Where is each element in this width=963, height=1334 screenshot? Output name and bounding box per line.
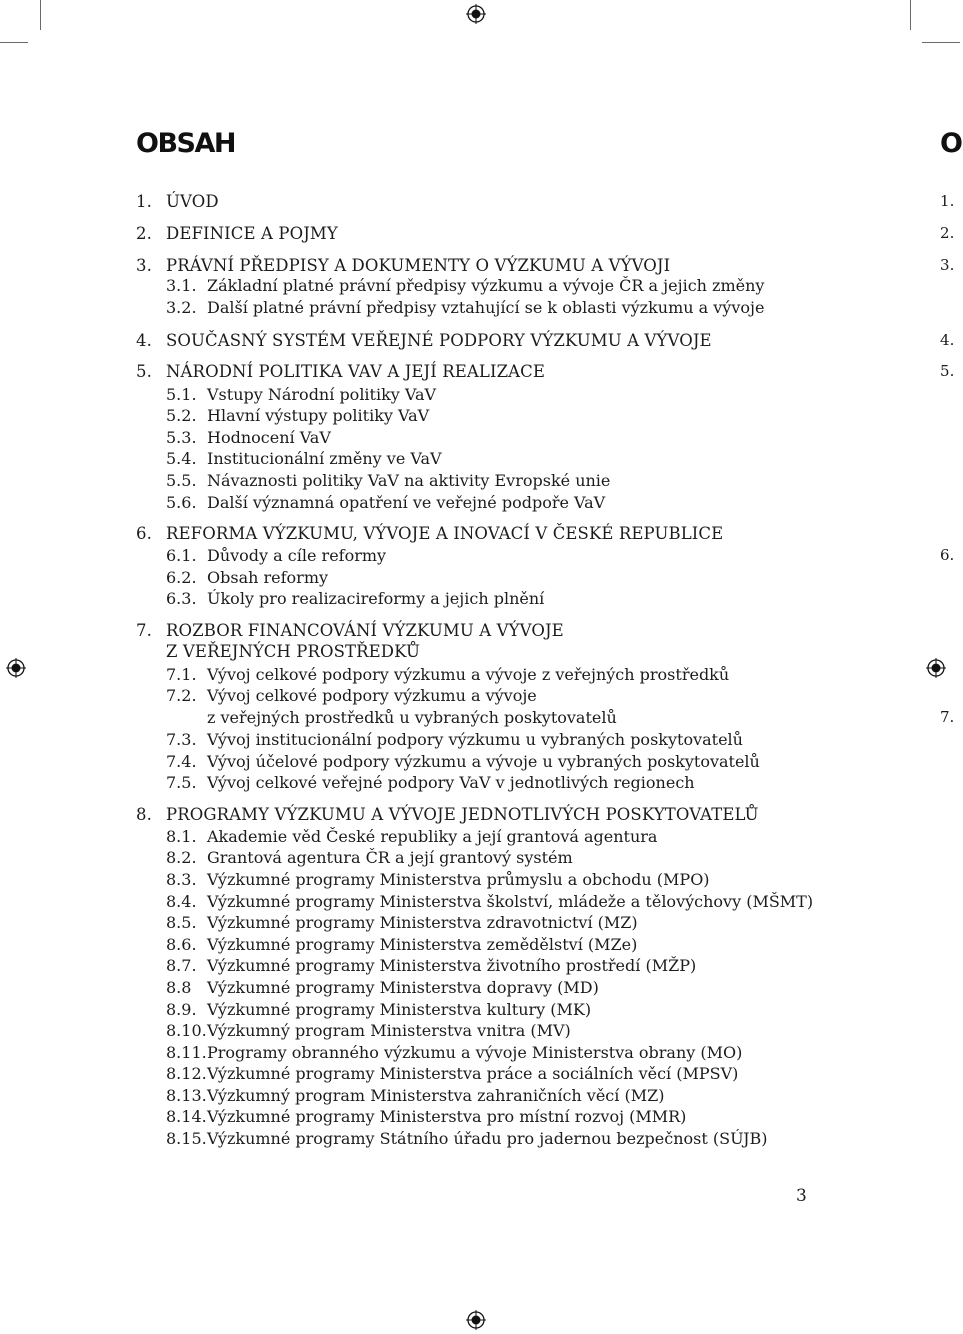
toc-entry-title: Výzkumné programy Ministerstva zemědělství (MZe) xyxy=(207,935,638,954)
toc-entry-title: ÚVOD xyxy=(166,192,219,211)
toc-entry-number: 5.2. xyxy=(166,406,197,425)
toc-entry-page-ref: 1. xyxy=(940,192,955,210)
crop-mark xyxy=(40,0,41,30)
toc-entry-number: 5.6. xyxy=(166,493,197,512)
toc-entry-number: 8. xyxy=(136,805,152,824)
toc-entry-page-ref: 3. xyxy=(940,256,955,274)
crop-mark xyxy=(0,42,28,43)
toc-entry-number: 8.11. xyxy=(166,1043,207,1062)
toc-entry-title: Hodnocení VaV xyxy=(207,428,331,447)
toc-entry-number: 6.1. xyxy=(166,546,197,565)
toc-entry-title: Programy obranného výzkumu a vývoje Ministerstva obrany (MO) xyxy=(207,1043,743,1062)
toc-entry-title: Výzkumné programy Ministerstva pro místní rozvoj (MMR) xyxy=(207,1107,687,1126)
toc-entry-title: Výzkumný program Ministerstva zahraničních věcí (MZ) xyxy=(207,1086,665,1105)
toc-entry-page-ref: 2. xyxy=(940,224,955,242)
toc-entry-number: 3.2. xyxy=(166,298,197,317)
toc-entry-title: Výzkumný program Ministerstva vnitra (MV) xyxy=(207,1021,571,1040)
toc-entry-number: 8.4. xyxy=(166,892,197,911)
toc-entry-title: Návaznosti politiky VaV na aktivity Evropské unie xyxy=(207,471,611,490)
toc-entry-title: PROGRAMY VÝZKUMU A VÝVOJE JEDNOTLIVÝCH POSKYTOVATELŮ xyxy=(166,805,759,824)
toc-entry-number: 7.5. xyxy=(166,773,197,792)
toc-entry-number: 8.8 xyxy=(166,978,192,997)
toc-entry-title: Výzkumné programy Ministerstva dopravy (MD) xyxy=(207,978,599,997)
toc-entry-title: Další významná opatření ve veřejné podpoře VaV xyxy=(207,493,606,512)
toc-entry-title: ROZBOR FINANCOVÁNÍ VÝZKUMU A VÝVOJE xyxy=(166,621,564,640)
toc-entry-title: Vývoj celkové podpory výzkumu a vývoje z veřejných prostředků xyxy=(207,665,730,684)
toc-entry-number: 8.12. xyxy=(166,1064,207,1083)
toc-entry-number: 7.4. xyxy=(166,752,197,771)
toc-entry-title: Akademie věd České republiky a její grantová agentura xyxy=(207,827,658,846)
toc-entry-title: Vývoj celkové podpory výzkumu a vývoje xyxy=(207,686,537,705)
toc-entry-title: Výzkumné programy Ministerstva průmyslu a obchodu (MPO) xyxy=(207,870,710,889)
toc-entry-title: Vstupy Národní politiky VaV xyxy=(207,385,437,404)
toc-entry-number: 7. xyxy=(136,621,152,640)
toc-entry-title: Hlavní výstupy politiky VaV xyxy=(207,406,430,425)
toc-entry-number: 4. xyxy=(136,331,152,350)
toc-entry-title: Vývoj celkové veřejné podpory VaV v jednotlivých regionech xyxy=(207,773,695,792)
toc-entry-title: Výzkumné programy Ministerstva kultury (MK) xyxy=(207,1000,592,1019)
toc-entry-title: z veřejných prostředků u vybraných poskytovatelů xyxy=(207,708,617,727)
toc-entry-number: 6. xyxy=(136,524,152,543)
crop-mark xyxy=(922,42,960,43)
toc-entry-title: Z VEŘEJNÝCH PROSTŘEDKŮ xyxy=(166,642,420,661)
page-title: OBSAH xyxy=(136,128,235,159)
registration-mark-icon xyxy=(926,658,946,678)
toc-entry-number: 7.1. xyxy=(166,665,197,684)
toc-entry-title: PRÁVNÍ PŘEDPISY A DOKUMENTY O VÝZKUMU A VÝVOJI xyxy=(166,256,671,275)
toc-entry-title: Základní platné právní předpisy výzkumu a vývoje ČR a jejich změny xyxy=(207,276,765,295)
crop-mark xyxy=(910,0,911,30)
toc-entry-title: Důvody a cíle reformy xyxy=(207,546,387,565)
toc-entry-number: 7.3. xyxy=(166,730,197,749)
toc-entry-number: 5. xyxy=(136,362,152,381)
toc-entry-number: 8.7. xyxy=(166,956,197,975)
toc-entry-title: Vývoj institucionální podpory výzkumu u vybraných poskytovatelů xyxy=(207,730,743,749)
toc-entry-number: 8.13. xyxy=(166,1086,207,1105)
toc-entry-page-ref: 5. xyxy=(940,362,955,380)
toc-entry-number: 2. xyxy=(136,224,152,243)
toc-entry-title: DEFINICE A POJMY xyxy=(166,224,338,243)
toc-entry-page-ref: 6. xyxy=(940,546,955,564)
toc-entry-title: SOUČASNÝ SYSTÉM VEŘEJNÉ PODPORY VÝZKUMU A VÝVOJE xyxy=(166,331,712,350)
toc-entry-title: Vývoj účelové podpory výzkumu a vývoje u vybraných poskytovatelů xyxy=(207,752,760,771)
toc-entry-number: 5.5. xyxy=(166,471,197,490)
toc-entry-number: 8.5. xyxy=(166,913,197,932)
toc-entry-title: Výzkumné programy Ministerstva práce a sociálních věcí (MPSV) xyxy=(207,1064,739,1083)
toc-entry-title: Výzkumné programy Ministerstva školství, mládeže a tělovýchovy (MŠMT) xyxy=(207,892,814,911)
toc-entry-number: 5.4. xyxy=(166,449,197,468)
toc-entry-title: REFORMA VÝZKUMU, VÝVOJE A INOVACÍ V ČESKÉ REPUBLICE xyxy=(166,524,724,543)
toc-entry-number: 3. xyxy=(136,256,152,275)
toc-entry-number: 6.3. xyxy=(166,589,197,608)
toc-entry-number: 7.2. xyxy=(166,686,197,705)
toc-entry-title: Další platné právní předpisy vztahující se k oblasti výzkumu a vývoje xyxy=(207,298,765,317)
toc-entry-title: Grantová agentura ČR a její grantový systém xyxy=(207,848,573,867)
toc-entry-title: Institucionální změny ve VaV xyxy=(207,449,442,468)
toc-entry-title: NÁRODNÍ POLITIKA VAV A JEJÍ REALIZACE xyxy=(166,362,546,381)
toc-entry-title: Výzkumné programy Ministerstva zdravotnictví (MZ) xyxy=(207,913,638,932)
toc-entry-number: 3.1. xyxy=(166,276,197,295)
toc-entry-number: 8.14. xyxy=(166,1107,207,1126)
toc-entry-page-ref: 7. xyxy=(940,708,955,726)
toc-entry-number: 1. xyxy=(136,192,152,211)
toc-entry-page-ref: 4. xyxy=(940,331,955,349)
next-page-title-fragment: O xyxy=(940,128,963,159)
toc-entry-number: 5.3. xyxy=(166,428,197,447)
toc-entry-number: 8.15. xyxy=(166,1129,207,1148)
toc-entry-title: Obsah reformy xyxy=(207,568,329,587)
page-number: 3 xyxy=(796,1186,807,1206)
toc-entry-title: Výzkumné programy Státního úřadu pro jadernou bezpečnost (SÚJB) xyxy=(207,1129,768,1148)
toc-entry-number: 8.9. xyxy=(166,1000,197,1019)
toc-entry-title: Úkoly pro realizacireformy a jejich plnění xyxy=(207,589,545,608)
registration-mark-icon xyxy=(6,658,26,678)
toc-entry-number: 8.3. xyxy=(166,870,197,889)
toc-entry-number: 6.2. xyxy=(166,568,197,587)
toc-entry-title: Výzkumné programy Ministerstva životního prostředí (MŽP) xyxy=(207,956,697,975)
toc-entry-number: 8.1. xyxy=(166,827,197,846)
toc-entry-number: 8.10. xyxy=(166,1021,207,1040)
registration-mark-icon xyxy=(466,4,486,24)
toc-entry-number: 8.6. xyxy=(166,935,197,954)
toc-entry-number: 5.1. xyxy=(166,385,197,404)
toc-entry-number: 8.2. xyxy=(166,848,197,867)
registration-mark-icon xyxy=(466,1310,486,1330)
